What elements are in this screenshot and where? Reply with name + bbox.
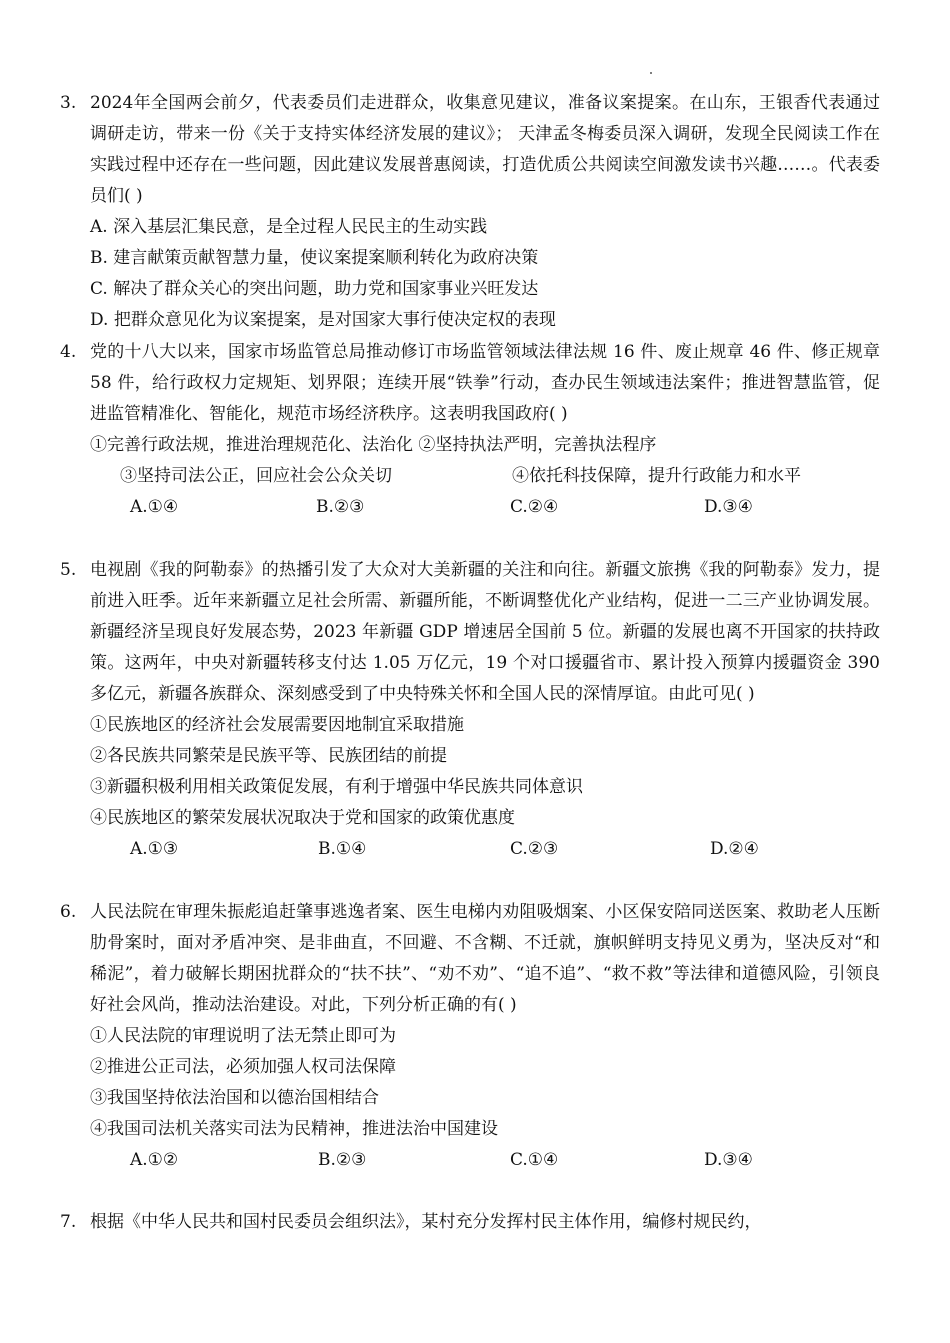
answer-choices: [60, 1145, 880, 1176]
question-number: 3.: [60, 93, 77, 113]
answer-choices: [60, 834, 880, 865]
statements-row-1: ①完善行政法规，推进治理规范化、法治化 ②坚持执法严明，完善执法程序: [90, 435, 657, 455]
question-number: 5.: [60, 560, 77, 580]
choice-c: C.②④: [510, 497, 559, 517]
question-stem: 人民法院在审理朱振彪追赶肇事逃逸者案、医生电梯内劝阻吸烟案、小区保安陪同送医案、救助老人压断肋骨案时，面对矛盾冲突、是非曲直，不回避、不含糊、不迁就，旗帜鲜明支持见义勇为，坚决反对“和稀泥”，着力破解长期困扰群众的“扶不扶”、“劝不劝”、“追不追”、“救不救”等法律和道德风险，引领良好社会风尚，推动法治建设。对此，下列分析正确的有( ): [90, 902, 880, 1015]
question-stem: 2024年全国两会前夕，代表委员们走进群众，收集意见建议，准备议案提案。在山东，王银香代表通过调研走访，带来一份《关于支持实体经济发展的建议》； 天津孟冬梅委员深入调研，发现全民阅读工作在实践过程中还存在一些问题，因此建议发展普惠阅读，打造优质公共阅读空间激发读书兴趣……。代表委员们( ): [90, 93, 880, 206]
statement-3: ③新疆积极利用相关政策促发展，有利于增强中华民族共同体意识: [90, 777, 583, 797]
statement-3: ③坚持司法公正，回应社会公众关切: [120, 466, 392, 486]
question-stem: 电视剧《我的阿勒泰》的热播引发了大众对大美新疆的关注和向往。新疆文旅携《我的阿勒泰》发力，提前进入旺季。近年来新疆立足社会所需、新疆所能，不断调整优化产业结构，促进一二三产业协调发展。新疆经济呈现良好发展态势，2023 年新疆 GDP 增速居全国前 5 位。新疆的发展也离不开国家的扶持政策。这两年，中央对新疆转移支付达 1.05 万亿元，19 个对口援疆省市、累计投入预算内援疆资金 390 多亿元，新疆各族群众、深刻感受到了中央特殊关怀和全国人民的深情厚谊。由此可见( ): [90, 560, 880, 704]
choice-b: B.②③: [318, 1150, 367, 1170]
question-3: [60, 88, 880, 336]
statement-4: ④民族地区的繁荣发展状况取决于党和国家的政策优惠度: [90, 808, 515, 828]
statement-2: ②推进公正司法，必须加强人权司法保障: [90, 1057, 396, 1077]
option-b: B. 建言献策贡献智慧力量，使议案提案顺利转化为政府决策: [90, 248, 539, 268]
statement-4: ④依托科技保障，提升行政能力和水平: [512, 466, 801, 486]
question-stem: 根据《中华人民共和国村民委员会组织法》，某村充分发挥村民主体作用，编修村规民约，: [90, 1212, 762, 1232]
question-7: [60, 1207, 880, 1238]
choice-c: C.②③: [510, 839, 559, 859]
question-5: [60, 555, 880, 865]
question-stem: 党的十八大以来，国家市场监管总局推动修订市场监管领域法律法规 16 件、废止规章 46 件、修正规章 58 件，给行政权力定规矩、划界限；连续开展“铁拳”行动，查办民生领域违法案件；推进智慧监管，促进监管精准化、智能化，规范市场经济秩序。这表明我国政府( ): [90, 342, 880, 424]
question-6: [60, 897, 880, 1176]
option-c: C. 解决了群众关心的突出问题，助力党和国家事业兴旺发达: [90, 279, 539, 299]
option-a: A. 深入基层汇集民意，是全过程人民民主的生动实践: [90, 217, 488, 237]
option-d: D. 把群众意见化为议案提案，是对国家大事行使决定权的表现: [90, 310, 556, 330]
question-4: [60, 337, 880, 523]
scan-dot: [650, 72, 652, 74]
question-number: 6.: [60, 902, 77, 922]
choice-a: A.①③: [130, 839, 179, 859]
statement-3: ③我国坚持依法治国和以德治国相结合: [90, 1088, 379, 1108]
choice-b: B.②③: [316, 497, 365, 517]
choice-c: C.①④: [510, 1150, 559, 1170]
choice-a: A.①②: [130, 1150, 179, 1170]
statement-2: ②各民族共同繁荣是民族平等、民族团结的前提: [90, 746, 447, 766]
choice-d: D.②④: [710, 839, 759, 859]
statement-1: ①民族地区的经济社会发展需要因地制宜采取措施: [90, 715, 464, 735]
statement-1: ①人民法院的审理说明了法无禁止即可为: [90, 1026, 396, 1046]
statement-4: ④我国司法机关落实司法为民精神，推进法治中国建设: [90, 1119, 498, 1139]
choice-d: D.③④: [704, 497, 753, 517]
answer-choices: [60, 492, 880, 523]
question-number: 4.: [60, 342, 77, 362]
choice-d: D.③④: [704, 1150, 753, 1170]
question-number: 7.: [60, 1212, 77, 1232]
choice-b: B.①④: [318, 839, 367, 859]
choice-a: A.①④: [130, 497, 179, 517]
statements-row-2: [60, 461, 880, 492]
